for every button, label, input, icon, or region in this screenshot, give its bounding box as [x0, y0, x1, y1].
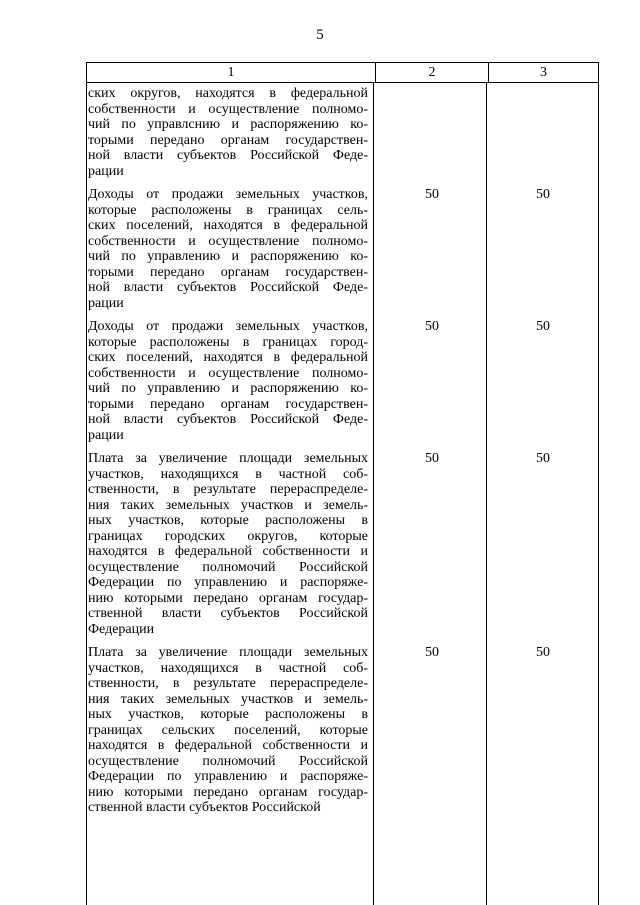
row-value-col-3: 50 [536, 645, 550, 660]
description-line: ных участков, которые расположены в [88, 707, 368, 722]
row-value-col-2 [376, 86, 488, 179]
description-line: ния таких земельных участков и земель- [88, 691, 368, 707]
row-description [88, 645, 368, 816]
description-line: ственности, в результате перераспределе- [88, 482, 368, 497]
header-col-3: 3 [540, 64, 547, 80]
table-header-row [86, 62, 599, 83]
description-line: Плата за увеличение площади земельных [88, 451, 368, 466]
description-line: Федерации по управлению и распоряже- [88, 769, 368, 784]
description-line: находятся в федеральной собственности и [88, 544, 368, 559]
row-value-col-3: 50 [536, 451, 550, 466]
description-line: собственности и осуществление полномо- [88, 365, 368, 381]
description-line: границах сельских поселений, которые [88, 722, 368, 738]
row-description [88, 86, 368, 179]
row-value-col-2: 50 [425, 187, 439, 202]
description-line: ских поселений, находятся в федеральной [88, 350, 368, 365]
row-description [88, 451, 368, 637]
row-value-col-2: 50 [425, 451, 439, 466]
description-line: которые расположены в границах сель- [88, 202, 368, 218]
description-line: рации [88, 163, 124, 179]
description-line: Федерации по управлению и распоряже- [88, 575, 368, 590]
description-line: границах городских округов, которые [88, 528, 368, 544]
description-line: участков, находящихся в частной соб- [88, 466, 368, 482]
page-number: 5 [316, 27, 324, 43]
table-row [88, 451, 598, 637]
table-row [88, 86, 598, 179]
description-line: Доходы от продажи земельных участков, [88, 319, 368, 334]
row-value-col-3: 50 [536, 187, 550, 202]
description-line: участков, находящихся в частной соб- [88, 660, 368, 676]
description-line: ственной власти субъектов Российской [88, 606, 368, 621]
description-line: которые расположены в границах город- [88, 334, 368, 350]
description-line: ных участков, которые расположены в [88, 513, 368, 528]
description-line: Федерации [88, 621, 155, 637]
description-line: собственности и осуществление полномо- [88, 101, 368, 117]
description-line: торыми передано органам государствен- [88, 264, 368, 280]
description-line: ственной власти субъектов Российской [88, 800, 321, 815]
table-body [88, 86, 598, 824]
description-line: чий по управлснию и распоряжению ко- [88, 117, 368, 132]
header-col-2: 2 [376, 63, 489, 82]
description-line: ной власти субъектов Российской Феде- [88, 280, 368, 295]
description-line: ственности, в результате перераспределе- [88, 676, 368, 691]
row-description [88, 319, 368, 443]
row-value-col-2: 50 [425, 319, 439, 334]
table-row [88, 645, 598, 816]
row-value-col-3 [488, 86, 598, 179]
description-line: ния таких земельных участков и земель- [88, 497, 368, 513]
description-line: рации [88, 295, 124, 311]
description-line: ских поселений, находятся в федеральной [88, 218, 368, 233]
row-description [88, 187, 368, 311]
description-line: ной власти субъектов Российской Феде- [88, 148, 368, 163]
table-row [88, 187, 598, 311]
header-col-1: 1 [87, 63, 376, 82]
description-line: ских округов, находятся в федеральной [88, 86, 368, 101]
description-line: торыми передано органам государствен- [88, 396, 368, 412]
row-value-col-3: 50 [536, 319, 550, 334]
description-line: чий по управлению и распоряжению ко- [88, 381, 368, 396]
description-line: нию которыми передано органам государ- [88, 784, 368, 800]
description-line: нию которыми передано органам государ- [88, 590, 368, 606]
description-line: осуществление полномочий Российской [88, 559, 368, 575]
description-line: Доходы от продажи земельных участков, [88, 187, 368, 202]
description-line: чий по управлению и распоряжению ко- [88, 249, 368, 264]
description-line: осуществление полномочий Российской [88, 753, 368, 769]
table-border-left [86, 83, 87, 905]
row-value-col-2: 50 [425, 645, 439, 660]
description-line: находятся в федеральной собственности и [88, 738, 368, 753]
description-line: ной власти субъектов Российской Феде- [88, 412, 368, 427]
table-border-right [598, 83, 599, 905]
description-line: Плата за увеличение площади земельных [88, 645, 368, 660]
table-row [88, 319, 598, 443]
description-line: собственности и осуществление полномо- [88, 233, 368, 249]
description-line: рации [88, 427, 124, 443]
description-line: торыми передано органам государствен- [88, 132, 368, 148]
